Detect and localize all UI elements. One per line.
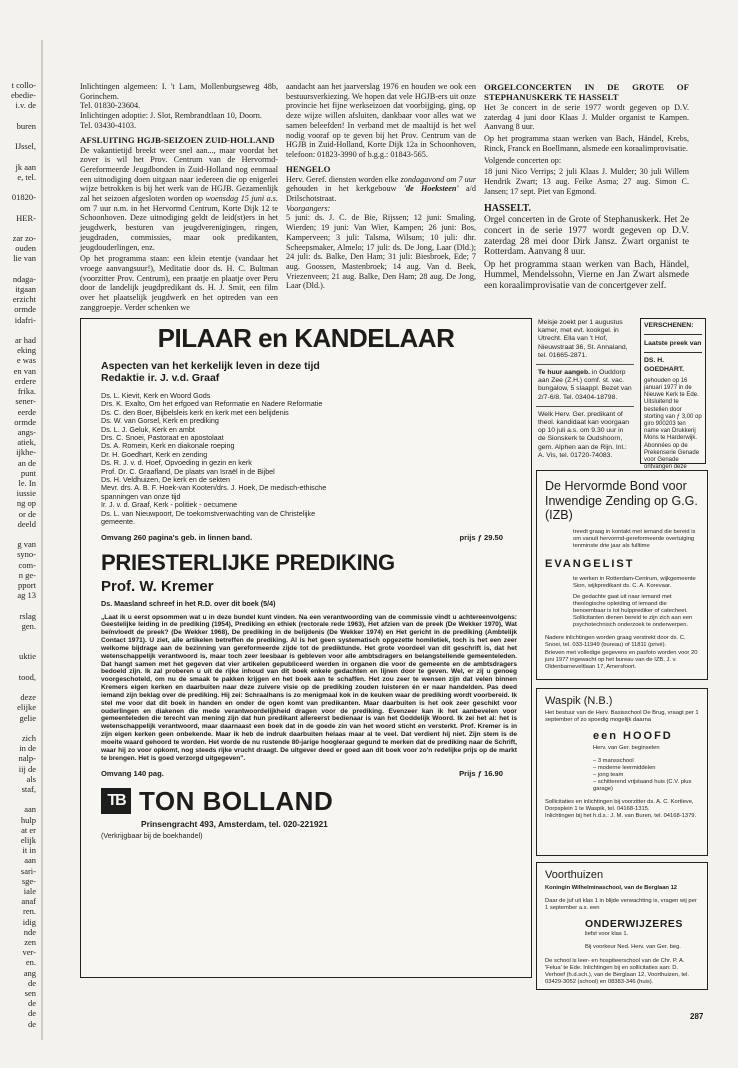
margin-fragment: an de: [17, 457, 36, 468]
contents-list: [101, 392, 517, 527]
margin-fragment: [0, 325, 36, 335]
voorthuizen-advertisement: [536, 862, 708, 990]
margin-fragment: anaf: [21, 896, 36, 907]
article-paragraph: 18 juni Nico Verrips; 2 juli Klaas J. Mulder; 30 juli Willem Hendrik Zwart; 13 aug. Feike Asma; 27 aug. Simon C. Jansen; 17 sept. Piet van Egmond.: [484, 167, 689, 196]
article-paragraph: Op het programma staan werken van Bach, Händel, Krebs, Rinck, Franck en Boellmann, alsmede een koraalimprovisatie.: [484, 134, 689, 153]
article-heading: AFSLUITING HGJB-SEIZOEN ZUID-HOLLAND: [80, 134, 275, 145]
price-row-2: [101, 769, 503, 778]
margin-fragment: ng op: [16, 498, 36, 509]
margin-fragment: com-: [18, 559, 36, 570]
info-line: Inlichtingen algemeen: I. 't Lam, Mollenburgseweg 48b, Gorinchem.: [80, 82, 278, 101]
publisher-row: [101, 786, 531, 817]
margin-fragment: deeld: [17, 518, 36, 529]
margin-fragment: angs-: [17, 426, 36, 437]
review-source: Ds. Maasland schreef in het R.D. over dit boek (5/4): [101, 598, 276, 608]
margin-fragment: ver-: [22, 947, 36, 958]
margin-fragment: ag 13: [17, 590, 36, 601]
book-advertisement: [80, 318, 532, 978]
margin-fragment: e was: [16, 355, 36, 366]
margin-fragment: elijke: [17, 702, 36, 713]
margin-fragment: rslag: [19, 610, 36, 621]
feature-item: – schitterend vrijstaand huis (C.V. plus garage): [593, 779, 692, 793]
margin-fragment: ebedie-: [10, 90, 36, 101]
ad-intro: treedt graag in kontakt met iemand die bereid is om vanuit hervormd-gereformeerde overtuiging tenminste drie jaar als fulltime: [573, 528, 696, 549]
ad-heading: VERSCHENEN:: [644, 322, 702, 335]
margin-fragment: iij de: [18, 763, 36, 774]
margin-fragment: aan: [24, 804, 36, 815]
previous-page-margin: [0, 80, 38, 1029]
margin-fragment: ndaga-: [12, 273, 36, 284]
book-subtitle: Aspecten van het kerkelijk leven in deze tijd Redaktie ir. J. v.d. Graaf: [101, 360, 320, 384]
margin-fragment: [0, 111, 36, 121]
ad-subtitle: liefst voor klas 1.: [585, 931, 629, 938]
margin-fragment: [0, 529, 36, 539]
book-title: PILAAR en KANDELAAR: [157, 323, 455, 353]
article-heading: ORGELCONCERTEN IN DE GROTE OF STEPHANUSKERK TE HASSELT: [484, 82, 689, 102]
ad-subtitle: Laatste preek van: [644, 340, 702, 348]
article-paragraph: Het 3e concert in de serie 1977 wordt gegeven op D.V. zaterdag 4 juni door Klaas J. Mulder organist te Kampen. Aanvang 8 uur.: [484, 103, 689, 132]
book-author: Prof. W. Kremer: [101, 577, 214, 595]
margin-fragment: sen: [24, 988, 36, 999]
verschenen-ad: [640, 318, 706, 471]
margin-fragment: en van: [13, 365, 36, 376]
ad-text: gehouden op 16 januari 1977 in de Nieuwe Kerk te Ede. Uitsluitend te bestellen door storting van ƒ 3,00 op giro 900203 ten name van Drukkerij Mons te Harderwijk. Abonnées op de Prekenserie Genade voor Genade ontvangen deze: [644, 377, 702, 471]
classified-ad: Meisje zoekt per 1 augustus kamer, met evt. kookgel. in Utrecht. Ella van 't Hof, Nieuwstraat 36, St. Annaland, tel. 01665-2871.: [536, 318, 634, 365]
classified-ad: Welk Herv. Ger. predikant of theol. kandidaat kan voorgaan op 10 juli a.s. om 9.30 uur in de Sionskerk te Oudshoorn, gem. Alphen aan de Rijn. Inl.: A. Vis, tel. 01720-74083.: [538, 410, 630, 459]
margin-fragment: IJssel,: [14, 141, 36, 152]
margin-fragment: [0, 723, 36, 733]
contents-item: Ds. W. van Gorsel, Kerk en prediking: [101, 416, 219, 426]
ad-title: De Hervormde Bond voor Inwendige Zending op G.G. (IZB): [545, 479, 698, 522]
margin-fragment: HER-: [16, 212, 36, 223]
ad-subtitle: Herv. van Ger. beginselen: [593, 745, 660, 751]
article-paragraph: aandacht aan het jaarverslag 1976 en houden we ook een bestuursverkiezing. We hopen dat vele HGJB-ers uit onze provincie het fijne werkseizoen dat voorbijging, ging, op deze wijze willen afsluiten, dankbaar voor alles wat we samen beleefden! In verband met de maaltijd is het wel nodig vooraf op te geven bij het Prov. Centrum van de HGJB in Zuid-Holland, Korte Dijk 12a in Schoonhoven, telefoon: 01823-3990 of b.g.g.: 01843-565.: [286, 82, 476, 159]
margin-fragment: eerde: [17, 406, 36, 417]
izb-advertisement: [536, 470, 708, 680]
margin-fragment: or de: [18, 508, 36, 519]
article-heading: HASSELT.: [484, 203, 531, 215]
contents-item: Dr. H. Goedhart, Kerk en zending: [101, 449, 208, 459]
contents-item: Ds. L. J. Geluk, Kerk en ambt: [101, 424, 195, 434]
article-column-3: [484, 82, 689, 293]
info-line: Inlichtingen adoptie: J. Slot, Rembrandtlaan 10, Doorn.: [80, 111, 262, 121]
article-heading: HENGELO: [286, 163, 331, 174]
ad-text: Nadere inlichtingen worden graag verstrekt door ds. C. Snoei, tel. 033-11949 (bureau) of 11811 (privé).: [545, 634, 686, 648]
margin-fragment: [0, 264, 36, 274]
margin-fragment: [0, 600, 36, 610]
margin-fragment: idig: [22, 916, 36, 927]
margin-fragment: ormde: [14, 416, 36, 427]
margin-fragment: [0, 202, 36, 212]
ad-text: te werken in Rotterdam-Centrum, wijkgemeente Sion, wijkpredikant ds. C. A. Korevaar.: [573, 575, 696, 589]
price-row: [101, 533, 503, 542]
margin-fragment: pport: [18, 579, 36, 590]
ad-text: Inlichtingen bij het h.d.s.: J. M. van Buren, tel. 04168-1379.: [545, 813, 697, 820]
ad-position: ONDERWIJZERES: [585, 918, 683, 931]
margin-fragment: gen.: [21, 620, 36, 631]
book-price: prijs ƒ 29.50: [459, 532, 503, 542]
article-paragraph: Volgende concerten op:: [484, 155, 562, 165]
ad-heading: Voorthuizen: [545, 869, 604, 881]
margin-fragment: e, tel.: [17, 171, 36, 182]
ad-subtitle: Koningin Wilhelminaschool, van de Berglaan 12: [545, 885, 678, 891]
contents-item: Prof. Dr. C. Graafland, De plaats van Israël in de Bijbel: [101, 466, 275, 476]
margin-fragment: deze: [20, 692, 36, 703]
ad-text: Brieven met volledige gegevens en pasfoto worden voor 20 juni 1977 ingewacht op het bureau van de IZB, J. v. Oldenbarneveltlaan 17, Amersfoort.: [545, 649, 698, 670]
info-line: Tel. 01830-23604.: [80, 101, 141, 111]
info-line: Tel. 03430-4103.: [80, 120, 137, 130]
margin-fragment: tood,: [18, 671, 36, 682]
margin-fragment: nde: [23, 926, 36, 937]
ad-text: Sollicitaties en inlichtingen bij voorzitter ds. A. C. Kortleve, Dorpsplein 1 te Waspik, tel. 04168-1315.: [545, 799, 694, 813]
margin-fragment: ang: [23, 967, 36, 978]
margin-fragment: de: [27, 1008, 36, 1019]
margin-fragment: g van: [17, 539, 36, 550]
margin-fragment: n ge-: [18, 569, 36, 580]
margin-fragment: erzicht: [12, 294, 36, 305]
info-lines: [80, 82, 278, 131]
margin-fragment: elijk: [20, 835, 36, 846]
margin-fragment: jk aan: [15, 161, 36, 172]
contents-item: Ds. H. Veldhuizen, De kerk en de sekten: [101, 475, 231, 485]
contents-item: Ds. R. J. v. d. Hoef, Opvoeding in gezin en kerk: [101, 458, 252, 468]
contents-item: spanningen van onze tijd: [101, 491, 181, 501]
ad-position: een HOOFD: [593, 730, 673, 742]
margin-fragment: hulp: [20, 814, 36, 825]
contents-item: Ir. J. v. d. Graaf, Kerk - politiek - oecumene: [101, 500, 238, 510]
margin-fragment: iale: [23, 886, 36, 897]
margin-fragment: en.: [25, 957, 36, 968]
margin-fragment: in de: [19, 743, 36, 754]
margin-fragment: ijkhe-: [16, 447, 36, 458]
margin-fragment: [0, 662, 36, 672]
margin-fragment: [0, 631, 36, 641]
margin-fragment: i.v. de: [15, 100, 36, 111]
waspik-advertisement: [536, 688, 708, 856]
margin-fragment: [0, 223, 36, 233]
margin-fragment: punt: [20, 467, 36, 478]
margin-fragment: zich: [21, 733, 36, 743]
contents-item: Ds. L. Kievit, Kerk en Woord Gods: [101, 391, 211, 400]
margin-fragment: erdere: [14, 375, 36, 386]
margin-fragment: de: [27, 998, 36, 1009]
feature-item: – jong team: [593, 772, 624, 779]
margin-fragment: aan: [24, 855, 36, 866]
margin-fragment: zen: [24, 937, 36, 948]
ad-text: De school is leer- en hospiteerschool van de Chr. P. A. 'Felua' te Ede. Inlichtingen bij en sollicitaties aan: D. Verhoef (h.d.sch.), van de Berglaan 12, Voorthuizen, tel. 03429-3052 (school) en 08383-346 (huis).: [545, 957, 690, 985]
book-extent: Omvang 260 pagina's geb. in linnen band.: [101, 532, 253, 542]
margin-fragment: sge-: [21, 875, 36, 886]
margin-fragment: de: [27, 1018, 36, 1029]
margin-fragment: le. In: [18, 477, 36, 488]
margin-fragment: iussie: [16, 488, 36, 499]
publisher-name: TON BOLLAND: [139, 785, 334, 816]
margin-fragment: als: [26, 773, 36, 784]
review-quote: „Laat ik u eerst opsommen wat u in deze bundel kunt vinden. Na een verantwoording van de commissie vindt u achtereenvolgens: Geestelijke leiding in de prediking (1954), Prediking en ethiek (rectorale rede 1963), Het afzien van de preek (De Wekker 1970), Wat beïnvloedt de preek? (De Wekker 1968), De prediking in de belijdenis (De Wekker 1974) en Het gericht in de prediking (Ambtelijk Contact 1971). U ziet, alle artikelen betreffen de prediking. Al is het geen systematisch opgezette homiletiek, toch is het een zeer welkome bijdrage aan de bezinning van gereformeerde zijde tot de prediktunde. Het grote voordeel van dit geschrift is, dat het wetenschappelijk verantwoord is, maar toch zeer leesbaar is gebleven voor alle ambtsdragers en belangstellende gemeenteleden. Dat hangt samen met het gegeven dat vier artikelen gepubliceerd werden in organen die voor de gemeente en de ambtsdragers bedoeld zijn. Ik zal proberen u uit de rijke inhoud van dit boek enkele gedachten en lijnen door te geven. Wel, er zij u genoeg voorgeschoteld, om nu de smaak te pakken krijgen en het boek aan te schaffen. Het zou zeer te wensen zijn dat velen binnen Kremers eigen kerken en daarbuiten naar deze zuivere visie op de prediking zouden luisteren én er naar handelden. Pas deed iemand zijn beklag over de prediking. Hij zei: Schraalhans is zo menigmaal kok in de keuken waar de prediking wordt voorbereid. Ik stel me voor dat dit boek in handen en onder de ogen komt van predikanten. Maar daarbuiten is het ook zeer geschikt voor ouderlingen en diakenen die mede verantwoordelijkheid dragen voor de prediking. Evenzeer kan ik het aanbevelen voor gemeenteleden die terecht van mening zijn dat hun predikant allereerst bedienaar is van het Goddelijk Woord. Ik zei het al: het is wetenschappelijk verantwoord, maar daarnaast een boek dat in de goede zin van het woord sticht en versterkt. Prof. Kremer is in zijn eigen kerken geen onbekende. Maar ik heb de indruk daarbuiten helaas maar al te veel. Dat verdient hij niet. Zijn stem is de moeite waard gehoord te worden. Het worde de nu rustende 80-jarige hoogleraar gegund te merken dat de prediking naar de Schrift, waar hij zo voor opkomt, nog steeds rijke vrucht draagt. De uitgever deed er goed aan dit boek voor zo'n redelijke prijs op de markt te brengen. Het is goed verzorgd uitgegeven".: [101, 613, 517, 762]
margin-fragment: [0, 682, 36, 692]
book-title-2: PRIESTERLIJKE PREDIKING: [101, 549, 395, 575]
contents-item: Drs. C. Snoei, Pastoraat en apostolaat: [101, 433, 224, 443]
page-gutter: [41, 40, 43, 1040]
article-paragraph: De vakantietijd breekt weer snel aan..., maar voordat het zover is wil het Prov. Centrum van de Hervormd-Gereformeerde Jeugdbonden in Zuid-Holland nog eenmaal een uitnodiging doen uitgaan naar iedereen die op enigerlei wijze betrokken is bij het werk van de HGJB. Gezamenlijk zal het seizoen afgesloten worden op woensdag 15 juni a.s. om 7 uur n.m. in het Hervormd Centrum, Korte Dijk 12 te Schoonhoven. Deze uitnodiging geldt de leid(st)ers in het jeugdwerk, besturen van jeugdverenigingen, ringen, jeugdraden, commissies, maar ook predikanten, jeugdouderlingen, enz.: [80, 145, 279, 252]
ad-heading: Waspik (N.B.): [545, 695, 613, 707]
margin-fragment: buren: [16, 120, 36, 131]
margin-fragment: it in: [22, 845, 36, 856]
margin-fragment: itgaan: [15, 284, 36, 295]
article-paragraph: Op het programma staan werken van Bach, Händel, Hummel, Mendelssohn, Vierne en Jan Zwart alsmede een koraalimprovisatie van de concertgever zelf.: [484, 259, 689, 291]
classified-ad: Te huur aangeb. in Ouddorp aan Zee (Z.H.) comf. st. vac. bungalow, 5 slaappl. Bezet van 2/7-6/8. Tel. 03404-18798.: [536, 365, 634, 407]
feature-item: – 3 mansschool: [593, 758, 634, 765]
contents-item: Mevr. drs. A. B. F. Hoek-van Kooten/drs. J. Hoek, De medisch-ethische: [101, 483, 327, 493]
ad-position: EVANGELIST: [545, 557, 635, 570]
margin-fragment: [0, 641, 36, 651]
margin-fragment: sari-: [20, 865, 36, 876]
margin-fragment: syno-: [17, 549, 36, 560]
margin-fragment: ar had: [14, 335, 36, 346]
book-price: Prijs ƒ 16.90: [459, 768, 503, 778]
margin-fragment: [0, 182, 36, 192]
classifieds-column: [536, 318, 634, 464]
ad-intro: Daar de juf uit klas 1 in blijde verwachting is, vragen wij per 1 september a.s. een: [545, 898, 697, 912]
margin-fragment: t collo-: [11, 80, 36, 90]
article-paragraph: Orgel concerten in de Grote of Stephanuskerk. Het 2e concert in de serie 1977 wordt gegeven op D.V. zaterdag 28 mei door Dirk Jansz. Zwart organist te Rotterdam. Aanvang 8 uur.: [484, 215, 689, 258]
ad-author: DS. H. GOEDHART.: [644, 352, 702, 373]
margin-fragment: sener-: [15, 396, 36, 407]
ad-note: Bij voorkeur Ned. Herv. van Ger. beg.: [585, 944, 681, 951]
margin-fragment: [0, 151, 36, 161]
margin-fragment: at er: [21, 824, 36, 835]
feature-item: – moderne leermiddelen: [593, 765, 656, 772]
page-number: 287: [690, 1012, 704, 1021]
margin-fragment: frika.: [17, 386, 36, 397]
book-extent: Omvang 140 pag.: [101, 768, 164, 778]
contents-item: Ds. A. Romein, Kerk en diakonale roeping: [101, 441, 235, 451]
margin-fragment: idafri-: [14, 314, 36, 325]
margin-fragment: zar zo-: [12, 233, 36, 244]
margin-fragment: 01820-: [11, 192, 36, 203]
margin-fragment: [0, 794, 36, 804]
article-paragraph: Op het programma staan: een klein etentje (vandaar het vroege aanvangsuur!), Meditatie door ds. H. C. Bultman (voorzitter Prov. Centrum), een praatje en plaatje over Peru door de landelijk jeugdpredikant ds. H. J. Smit, een film over het plaatselijk jeugdwerk en het optreden van een zanggroepje. Verder schenken we: [80, 254, 278, 312]
margin-fragment: eking: [17, 345, 36, 356]
margin-fragment: [0, 131, 36, 141]
margin-fragment: staf,: [21, 784, 36, 795]
contents-item: Drs. K. Exalto, Om het erfgoed van Reformatie en Nadere Reformatie: [101, 399, 323, 409]
contents-item: Ds. C. den Boer, Bijbelsleis kerk en kerk met een belijdenis: [101, 407, 289, 417]
margin-fragment: atiek,: [17, 437, 36, 448]
ad-feature-list: [593, 758, 699, 793]
article-column-2: [286, 82, 476, 293]
ad-text: De gedachte gaat uit naar iemand met theologische opleiding of iemand die benoembaar is tot hulpprediker of catecheet. Sollicitanten dienen bereid te zijn zich aan een psychotechnisch onderzoek te onderwerpen.: [573, 593, 693, 628]
publisher-logo-icon: TB: [101, 788, 131, 814]
margin-fragment: ormde: [14, 304, 36, 315]
contents-item: Ds. L. van Nieuwpoort, De toekomstverwachting van de Christelijke: [101, 508, 316, 518]
ad-intro: Het bestuur van de Herv. Basisschool De Brug, vraagt per 1 september of zo spoedig mogelijk daarna: [545, 710, 699, 723]
article-column-1: [80, 82, 278, 314]
article-paragraph: Herv. Geref. diensten worden elke zondagavond om 7 uur gehouden in het kerkgebouw 'de Hoeksteen' a/d Drilschotstraat. Voorgangers: 5 juni: ds. J. C. de Bie, Rijssen; 12 juni: Smaling, Wierden; 19 juni: Van Wier, Kampen; 26 juni: Bos, Kamperveen; 3 juli: Talsma, Wilsum; 10 juli: dhr. Scheepsmaker, Almelo; 17 juli: ds. De Jong, Laar (Dld.); 24 juli: ds. Balke, Den Ham; 31 juli: Biesbroek, Ede; 7 aug. Goossen, Mastenbroek; 14 aug. Van d. Beek, Vriezenveen; 21 aug. Balke, Den Ham; 28 aug. De Jong, Laar (Dld.).: [286, 174, 477, 291]
margin-fragment: gelie: [19, 712, 36, 723]
availability-note: (Verkrijgbaar bij de boekhandel): [101, 830, 203, 840]
publisher-address: Prinsengracht 493, Amsterdam, tel. 020-221921: [141, 818, 328, 829]
margin-fragment: nalp-: [18, 753, 36, 764]
margin-fragment: ren.: [23, 906, 36, 917]
margin-fragment: ouden: [15, 243, 36, 254]
margin-fragment: lie van: [13, 253, 36, 264]
margin-fragment: uktie: [19, 651, 36, 662]
margin-fragment: de: [27, 977, 36, 988]
contents-item: gemeente.: [101, 517, 135, 527]
